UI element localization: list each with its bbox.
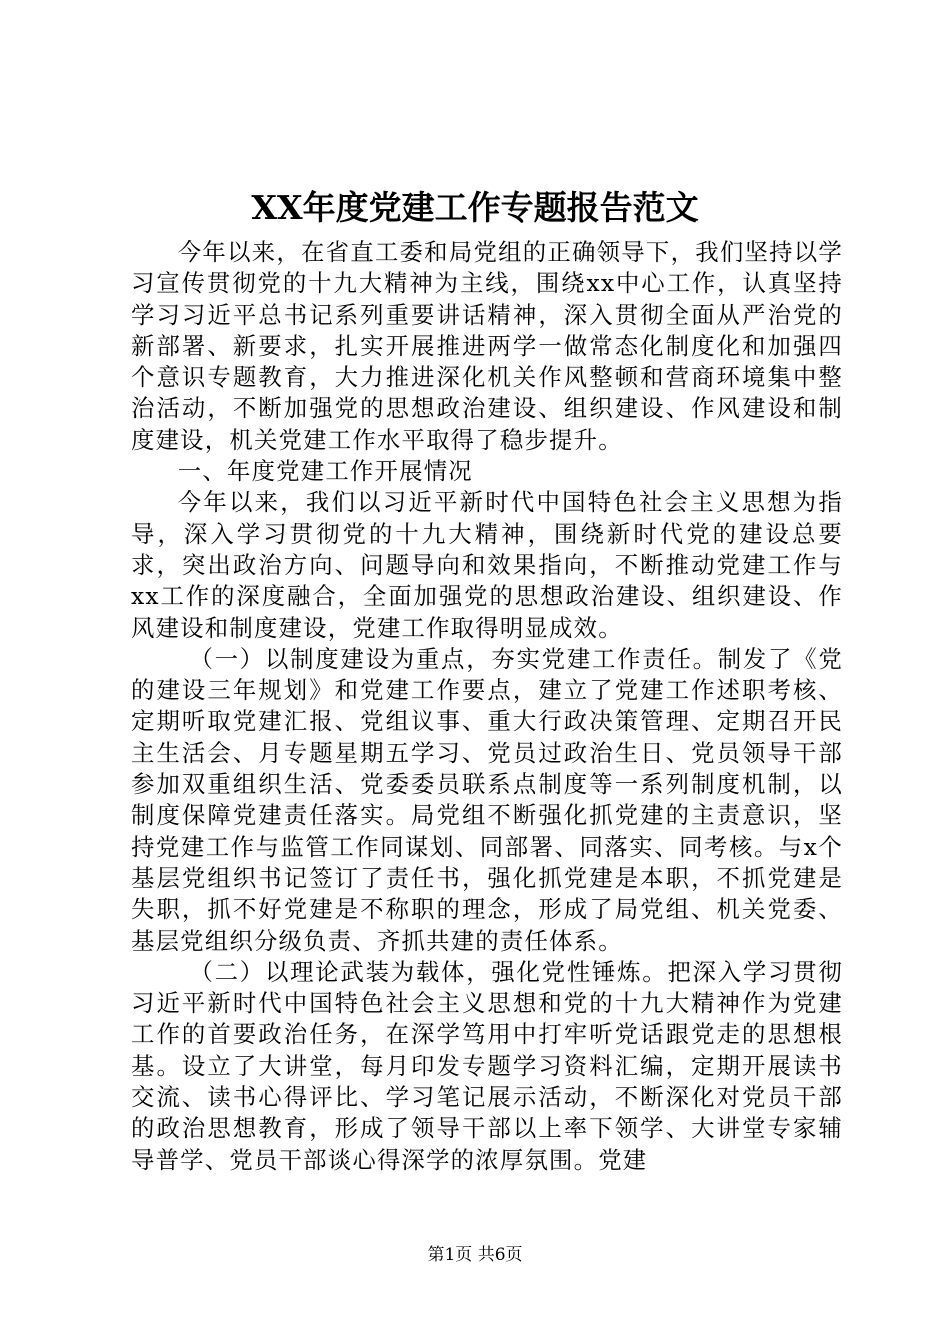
subsection-paragraph-2: （二）以理论武装为载体，强化党性锤炼。把深入学习贯彻习近平新时代中国特色社会主义思想和党的十九大精神作为党建工作的首要政治任务，在深学笃用中打牢听党话跟党走的思想根基。设立了大讲堂，每月印发专题学习资料汇编，定期开展读书交流、读书心得评比、学习笔记展示活动，不断深化对党员干部的政治思想教育，形成了领导干部以上率下领学、大讲堂专家辅导普学、党员干部谈心得深学的浓厚氛围。党建: [131, 957, 843, 1174]
document-title: XX年度党建工作专题报告范文: [251, 188, 699, 227]
page-number-footer: 第1页 共6页: [427, 1245, 523, 1265]
section-heading: 一、年度党建工作开展情况: [177, 457, 473, 486]
intro-paragraph: 今年以来，在省直工委和局党组的正确领导下，我们坚持以学习宣传贯彻党的十九大精神为主线，围绕xx中心工作，认真坚持学习习近平总书记系列重要讲话精神，深入贯彻全面从严治党的新部署、新要求，扎实开展推进两学一做常态化制度化和加强四个意识专题教育，大力推进深化机关作风整顿和营商环境集中整治活动，不断加强党的思想政治建设、组织建设、作风建设和制度建设，机关党建工作水平取得了稳步提升。: [131, 238, 843, 454]
subsection-paragraph-1: （一）以制度建设为重点，夯实党建工作责任。制发了《党的建设三年规划》和党建工作要点，建立了党建工作述职考核、定期听取党建汇报、党组议事、重大行政决策管理、定期召开民主生活会、月专题星期五学习、党员过政治生日、党员领导干部参加双重组织生活、党委委员联系点制度等一系列制度机制，以制度保障党建责任落实。局党组不断强化抓党建的主责意识，坚持党建工作与监管工作同谋划、同部署、同落实、同考核。与x个基层党组织书记签订了责任书，强化抓党建是本职，不抓党建是失职，抓不好党建是不称职的理念，形成了局党组、机关党委、基层党组织分级负责、齐抓共建的责任体系。: [131, 644, 843, 955]
document-body: [131, 237, 843, 1176]
section-paragraph: 今年以来，我们以习近平新时代中国特色社会主义思想为指导，深入学习贯彻党的十九大精神，围绕新时代党的建设总要求，突出政治方向、问题导向和效果指向，不断推动党建工作与xx工作的深度融合，全面加强党的思想政治建设、组织建设、作风建设和制度建设，党建工作取得明显成效。: [131, 488, 843, 642]
